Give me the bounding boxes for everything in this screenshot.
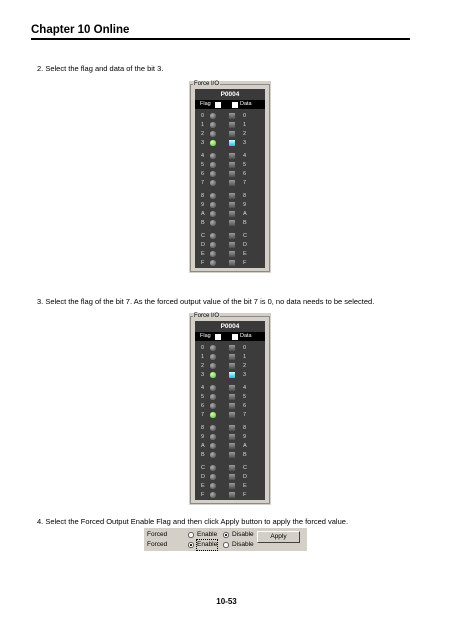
bit-row <box>195 451 265 459</box>
bit-label: F <box>243 260 247 266</box>
data-square-icon[interactable] <box>229 403 235 409</box>
bit-row <box>195 232 265 240</box>
flag-led-icon[interactable] <box>210 394 216 400</box>
chapter-title: Chapter 10 Online <box>31 24 130 36</box>
data-square-icon[interactable] <box>229 122 235 128</box>
flag-led-icon[interactable] <box>210 434 216 440</box>
data-all-checkbox[interactable] <box>232 102 238 108</box>
bit-row <box>195 402 265 410</box>
enable-radio[interactable] <box>188 532 194 538</box>
data-square-icon[interactable] <box>229 233 235 239</box>
flag-header-label: Flag <box>200 101 211 107</box>
bit-row <box>195 473 265 481</box>
bit-label: 2 <box>201 363 205 369</box>
flag-led-icon[interactable] <box>210 140 216 146</box>
bit-label: 4 <box>201 153 205 159</box>
flag-led-icon[interactable] <box>210 131 216 137</box>
data-square-icon[interactable] <box>229 465 235 471</box>
bit-row <box>195 121 265 129</box>
bit-label: A <box>243 211 247 217</box>
data-square-icon[interactable] <box>229 171 235 177</box>
bit-row <box>195 250 265 258</box>
flag-led-icon[interactable] <box>210 220 216 226</box>
bit-label: 2 <box>243 363 247 369</box>
force-io-panel-1 <box>189 81 271 273</box>
bit-row <box>195 219 265 227</box>
disable-label: Disable <box>232 531 254 538</box>
flag-led-icon[interactable] <box>210 193 216 199</box>
bit-label: 0 <box>201 345 205 351</box>
step-4-text: 4. Select the Forced Output Enable Flag and then click Apply button to apply the forced value. <box>37 517 349 526</box>
bit-label: B <box>243 452 247 458</box>
data-square-icon[interactable] <box>229 202 235 208</box>
bit-label: 9 <box>243 434 247 440</box>
flag-led-icon[interactable] <box>210 474 216 480</box>
data-square-icon[interactable] <box>229 242 235 248</box>
enable-label: Enable <box>197 531 218 538</box>
data-square-icon[interactable] <box>229 162 235 168</box>
bit-label: E <box>243 483 247 489</box>
bit-label: B <box>201 220 205 226</box>
bit-label: B <box>243 220 247 226</box>
data-square-icon[interactable] <box>229 394 235 400</box>
bit-label: 0 <box>201 113 205 119</box>
flag-led-icon[interactable] <box>210 113 216 119</box>
bit-label: 3 <box>201 140 205 146</box>
bit-label: 3 <box>243 372 247 378</box>
bit-label: D <box>243 242 247 248</box>
bit-label: 4 <box>201 385 205 391</box>
bit-row <box>195 384 265 392</box>
data-square-icon[interactable] <box>229 153 235 159</box>
header-rule <box>31 38 410 40</box>
bit-row <box>195 161 265 169</box>
data-square-icon[interactable] <box>229 474 235 480</box>
bit-label: C <box>243 465 247 471</box>
flag-led-icon[interactable] <box>210 345 216 351</box>
data-square-icon[interactable] <box>229 251 235 257</box>
flag-header-label: Flag <box>200 333 211 339</box>
flag-led-icon[interactable] <box>210 153 216 159</box>
bit-label: 9 <box>201 434 205 440</box>
column-header <box>195 332 265 341</box>
bit-row <box>195 241 265 249</box>
bit-row <box>195 210 265 218</box>
bit-label: A <box>201 443 205 449</box>
bit-label: 2 <box>201 131 205 137</box>
data-square-icon[interactable] <box>229 425 235 431</box>
flag-led-icon[interactable] <box>210 412 216 418</box>
bit-label: 6 <box>243 171 247 177</box>
bit-row <box>195 433 265 441</box>
bit-row <box>195 424 265 432</box>
data-square-icon[interactable] <box>229 260 235 266</box>
bit-label: 1 <box>201 354 205 360</box>
bit-label: 4 <box>243 153 247 159</box>
forced-row-2 <box>144 540 254 550</box>
device-name: P0004 <box>195 89 265 100</box>
flag-all-checkbox[interactable] <box>215 102 221 108</box>
bit-label: D <box>201 242 205 248</box>
page-number: 10-53 <box>216 597 237 606</box>
disable-radio[interactable] <box>223 542 229 548</box>
data-square-icon[interactable] <box>229 372 235 378</box>
data-square-icon[interactable] <box>229 412 235 418</box>
flag-led-icon[interactable] <box>210 211 216 217</box>
data-square-icon[interactable] <box>229 434 235 440</box>
flag-led-icon[interactable] <box>210 180 216 186</box>
flag-all-checkbox[interactable] <box>215 334 221 340</box>
bit-row <box>195 393 265 401</box>
bit-label: 4 <box>243 385 247 391</box>
flag-led-icon[interactable] <box>210 483 216 489</box>
bit-label: 3 <box>243 140 247 146</box>
bit-label: D <box>243 474 247 480</box>
data-square-icon[interactable] <box>229 140 235 146</box>
disable-label: Disable <box>232 541 254 548</box>
flag-led-icon[interactable] <box>210 425 216 431</box>
flag-led-icon[interactable] <box>210 251 216 257</box>
bit-label: 0 <box>243 113 247 119</box>
bit-row <box>195 112 265 120</box>
forced-row-1 <box>144 530 254 540</box>
bit-label: C <box>243 233 247 239</box>
bit-label: 0 <box>243 345 247 351</box>
bit-label: 7 <box>201 412 205 418</box>
bit-label: A <box>201 211 205 217</box>
flag-led-icon[interactable] <box>210 171 216 177</box>
flag-led-icon[interactable] <box>210 372 216 378</box>
bit-label: 7 <box>243 412 247 418</box>
panel-title: Force I/O <box>194 81 220 87</box>
bit-row <box>195 201 265 209</box>
bit-row <box>195 139 265 147</box>
bit-row <box>195 411 265 419</box>
bit-label: 5 <box>243 394 247 400</box>
data-square-icon[interactable] <box>229 492 235 498</box>
data-header-label: Data <box>240 101 252 107</box>
data-square-icon[interactable] <box>229 345 235 351</box>
data-square-icon[interactable] <box>229 443 235 449</box>
bit-label: 8 <box>201 193 205 199</box>
flag-led-icon[interactable] <box>210 385 216 391</box>
bit-row <box>195 344 265 352</box>
bit-label: 5 <box>243 162 247 168</box>
flag-led-icon[interactable] <box>210 363 216 369</box>
flag-led-icon[interactable] <box>210 260 216 266</box>
flag-led-icon[interactable] <box>210 233 216 239</box>
bit-label: C <box>201 233 205 239</box>
bit-label: F <box>201 260 205 266</box>
disable-radio[interactable] <box>223 532 229 538</box>
bit-label: A <box>243 443 247 449</box>
enable-label: Enable <box>197 541 218 548</box>
bit-row <box>195 259 265 267</box>
bit-label: B <box>201 452 205 458</box>
bit-list <box>195 341 265 500</box>
flag-led-icon[interactable] <box>210 443 216 449</box>
data-square-icon[interactable] <box>229 354 235 360</box>
bit-label: 8 <box>201 425 205 431</box>
device-name: P0004 <box>195 321 265 332</box>
bit-row <box>195 192 265 200</box>
flag-led-icon[interactable] <box>210 465 216 471</box>
bit-label: 1 <box>201 122 205 128</box>
bit-row <box>195 170 265 178</box>
bit-label: 6 <box>243 403 247 409</box>
bit-label: 6 <box>201 403 205 409</box>
bit-label: C <box>201 465 205 471</box>
bit-label: E <box>201 483 205 489</box>
bit-row <box>195 482 265 490</box>
data-square-icon[interactable] <box>229 180 235 186</box>
flag-led-icon[interactable] <box>210 403 216 409</box>
bit-label: D <box>201 474 205 480</box>
data-square-icon[interactable] <box>229 193 235 199</box>
bit-label: 7 <box>243 180 247 186</box>
bit-list <box>195 109 265 268</box>
data-square-icon[interactable] <box>229 385 235 391</box>
data-square-icon[interactable] <box>229 220 235 226</box>
bit-row <box>195 353 265 361</box>
bit-row <box>195 442 265 450</box>
column-header <box>195 100 265 109</box>
data-square-icon[interactable] <box>229 131 235 137</box>
bit-label: 9 <box>201 202 205 208</box>
bit-label: E <box>201 251 205 257</box>
data-square-icon[interactable] <box>229 483 235 489</box>
flag-led-icon[interactable] <box>210 452 216 458</box>
data-square-icon[interactable] <box>229 113 235 119</box>
bit-row <box>195 152 265 160</box>
data-all-checkbox[interactable] <box>232 334 238 340</box>
bit-label: 8 <box>243 193 247 199</box>
bit-label: 5 <box>201 162 205 168</box>
flag-led-icon[interactable] <box>210 122 216 128</box>
bit-label: 3 <box>201 372 205 378</box>
bit-row <box>195 464 265 472</box>
bit-row <box>195 130 265 138</box>
bit-label: E <box>243 251 247 257</box>
data-square-icon[interactable] <box>229 452 235 458</box>
bit-label: 2 <box>243 131 247 137</box>
flag-led-icon[interactable] <box>210 202 216 208</box>
force-io-panel-2 <box>189 313 271 505</box>
bit-label: 9 <box>243 202 247 208</box>
forced-output-control <box>144 528 307 551</box>
enable-radio[interactable] <box>188 542 194 548</box>
bit-label: 1 <box>243 122 247 128</box>
bit-label: 6 <box>201 171 205 177</box>
flag-led-icon[interactable] <box>210 492 216 498</box>
bit-row <box>195 371 265 379</box>
forced-label: Forced <box>147 531 168 538</box>
data-square-icon[interactable] <box>229 211 235 217</box>
bit-label: 1 <box>243 354 247 360</box>
flag-led-icon[interactable] <box>210 242 216 248</box>
step-3-text: 3. Select the flag of the bit 7. As the forced output value of the bit 7 is 0, no data needs to be selected. <box>37 297 375 306</box>
step-2-text: 2. Select the flag and data of the bit 3. <box>37 64 164 73</box>
bit-row <box>195 179 265 187</box>
bit-label: F <box>201 492 205 498</box>
data-header-label: Data <box>240 333 252 339</box>
apply-button[interactable]: Apply <box>257 531 300 543</box>
flag-led-icon[interactable] <box>210 162 216 168</box>
panel-title: Force I/O <box>194 313 220 319</box>
bit-row <box>195 362 265 370</box>
flag-led-icon[interactable] <box>210 354 216 360</box>
forced-label: Forced <box>147 541 168 548</box>
data-square-icon[interactable] <box>229 363 235 369</box>
bit-row <box>195 491 265 499</box>
bit-label: F <box>243 492 247 498</box>
bit-label: 7 <box>201 180 205 186</box>
bit-label: 5 <box>201 394 205 400</box>
bit-label: 8 <box>243 425 247 431</box>
